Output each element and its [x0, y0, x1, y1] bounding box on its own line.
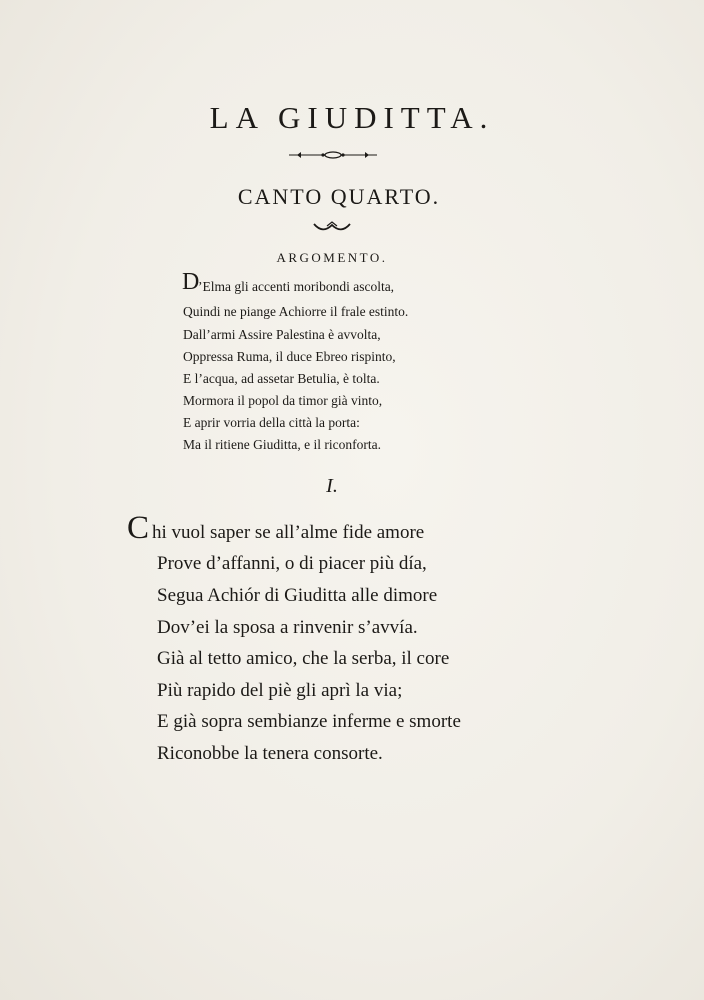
argument-line: Quindi ne piange Achiorre il frale estinto. — [183, 304, 409, 319]
book-title: LA GIUDITTA. — [209, 100, 495, 135]
argument-line: E aprir vorria della città la porta: — [183, 415, 360, 430]
verse-line: Più rapido del piè gli aprì la via; — [157, 680, 403, 701]
argument-heading: ARGOMENTO. — [276, 250, 388, 265]
canto-ornament — [312, 220, 352, 232]
argument-line: ’Elma gli accenti moribondi ascolta, — [198, 279, 395, 294]
verse-line: Riconobbe la tenera consorte. — [157, 743, 383, 764]
argument-drop-cap: D — [182, 269, 200, 295]
stanza-drop-cap: C — [127, 510, 150, 546]
verse-line: Dov’ei la sposa a rinvenir s’avvía. — [157, 617, 418, 638]
verse-line: hi vuol saper se all’alme fide amore — [152, 522, 425, 543]
argument-line: Ma il ritiene Giuditta, e il riconforta. — [183, 437, 381, 452]
argument-line: Mormora il popol da timor già vinto, — [183, 393, 383, 408]
title-ornament — [287, 150, 379, 160]
canto-heading: CANTO QUARTO. — [237, 184, 441, 209]
verse-line: Segua Achiór di Giuditta alle dimore — [157, 585, 438, 606]
argument-line: Dall’armi Assire Palestina è avvolta, — [183, 327, 381, 342]
verse-line: Prove d’affanni, o di piacer più día, — [157, 553, 427, 574]
verse-line: Già al tetto amico, che la serba, il core — [157, 648, 450, 669]
argument-line: Oppressa Ruma, il duce Ebreo rispinto, — [183, 349, 396, 364]
verse-line: E già sopra sembianze inferme e smorte — [157, 711, 461, 732]
argument-line: E l’acqua, ad assetar Betulia, è tolta. — [183, 371, 380, 386]
stanza-number: I. — [326, 475, 338, 497]
